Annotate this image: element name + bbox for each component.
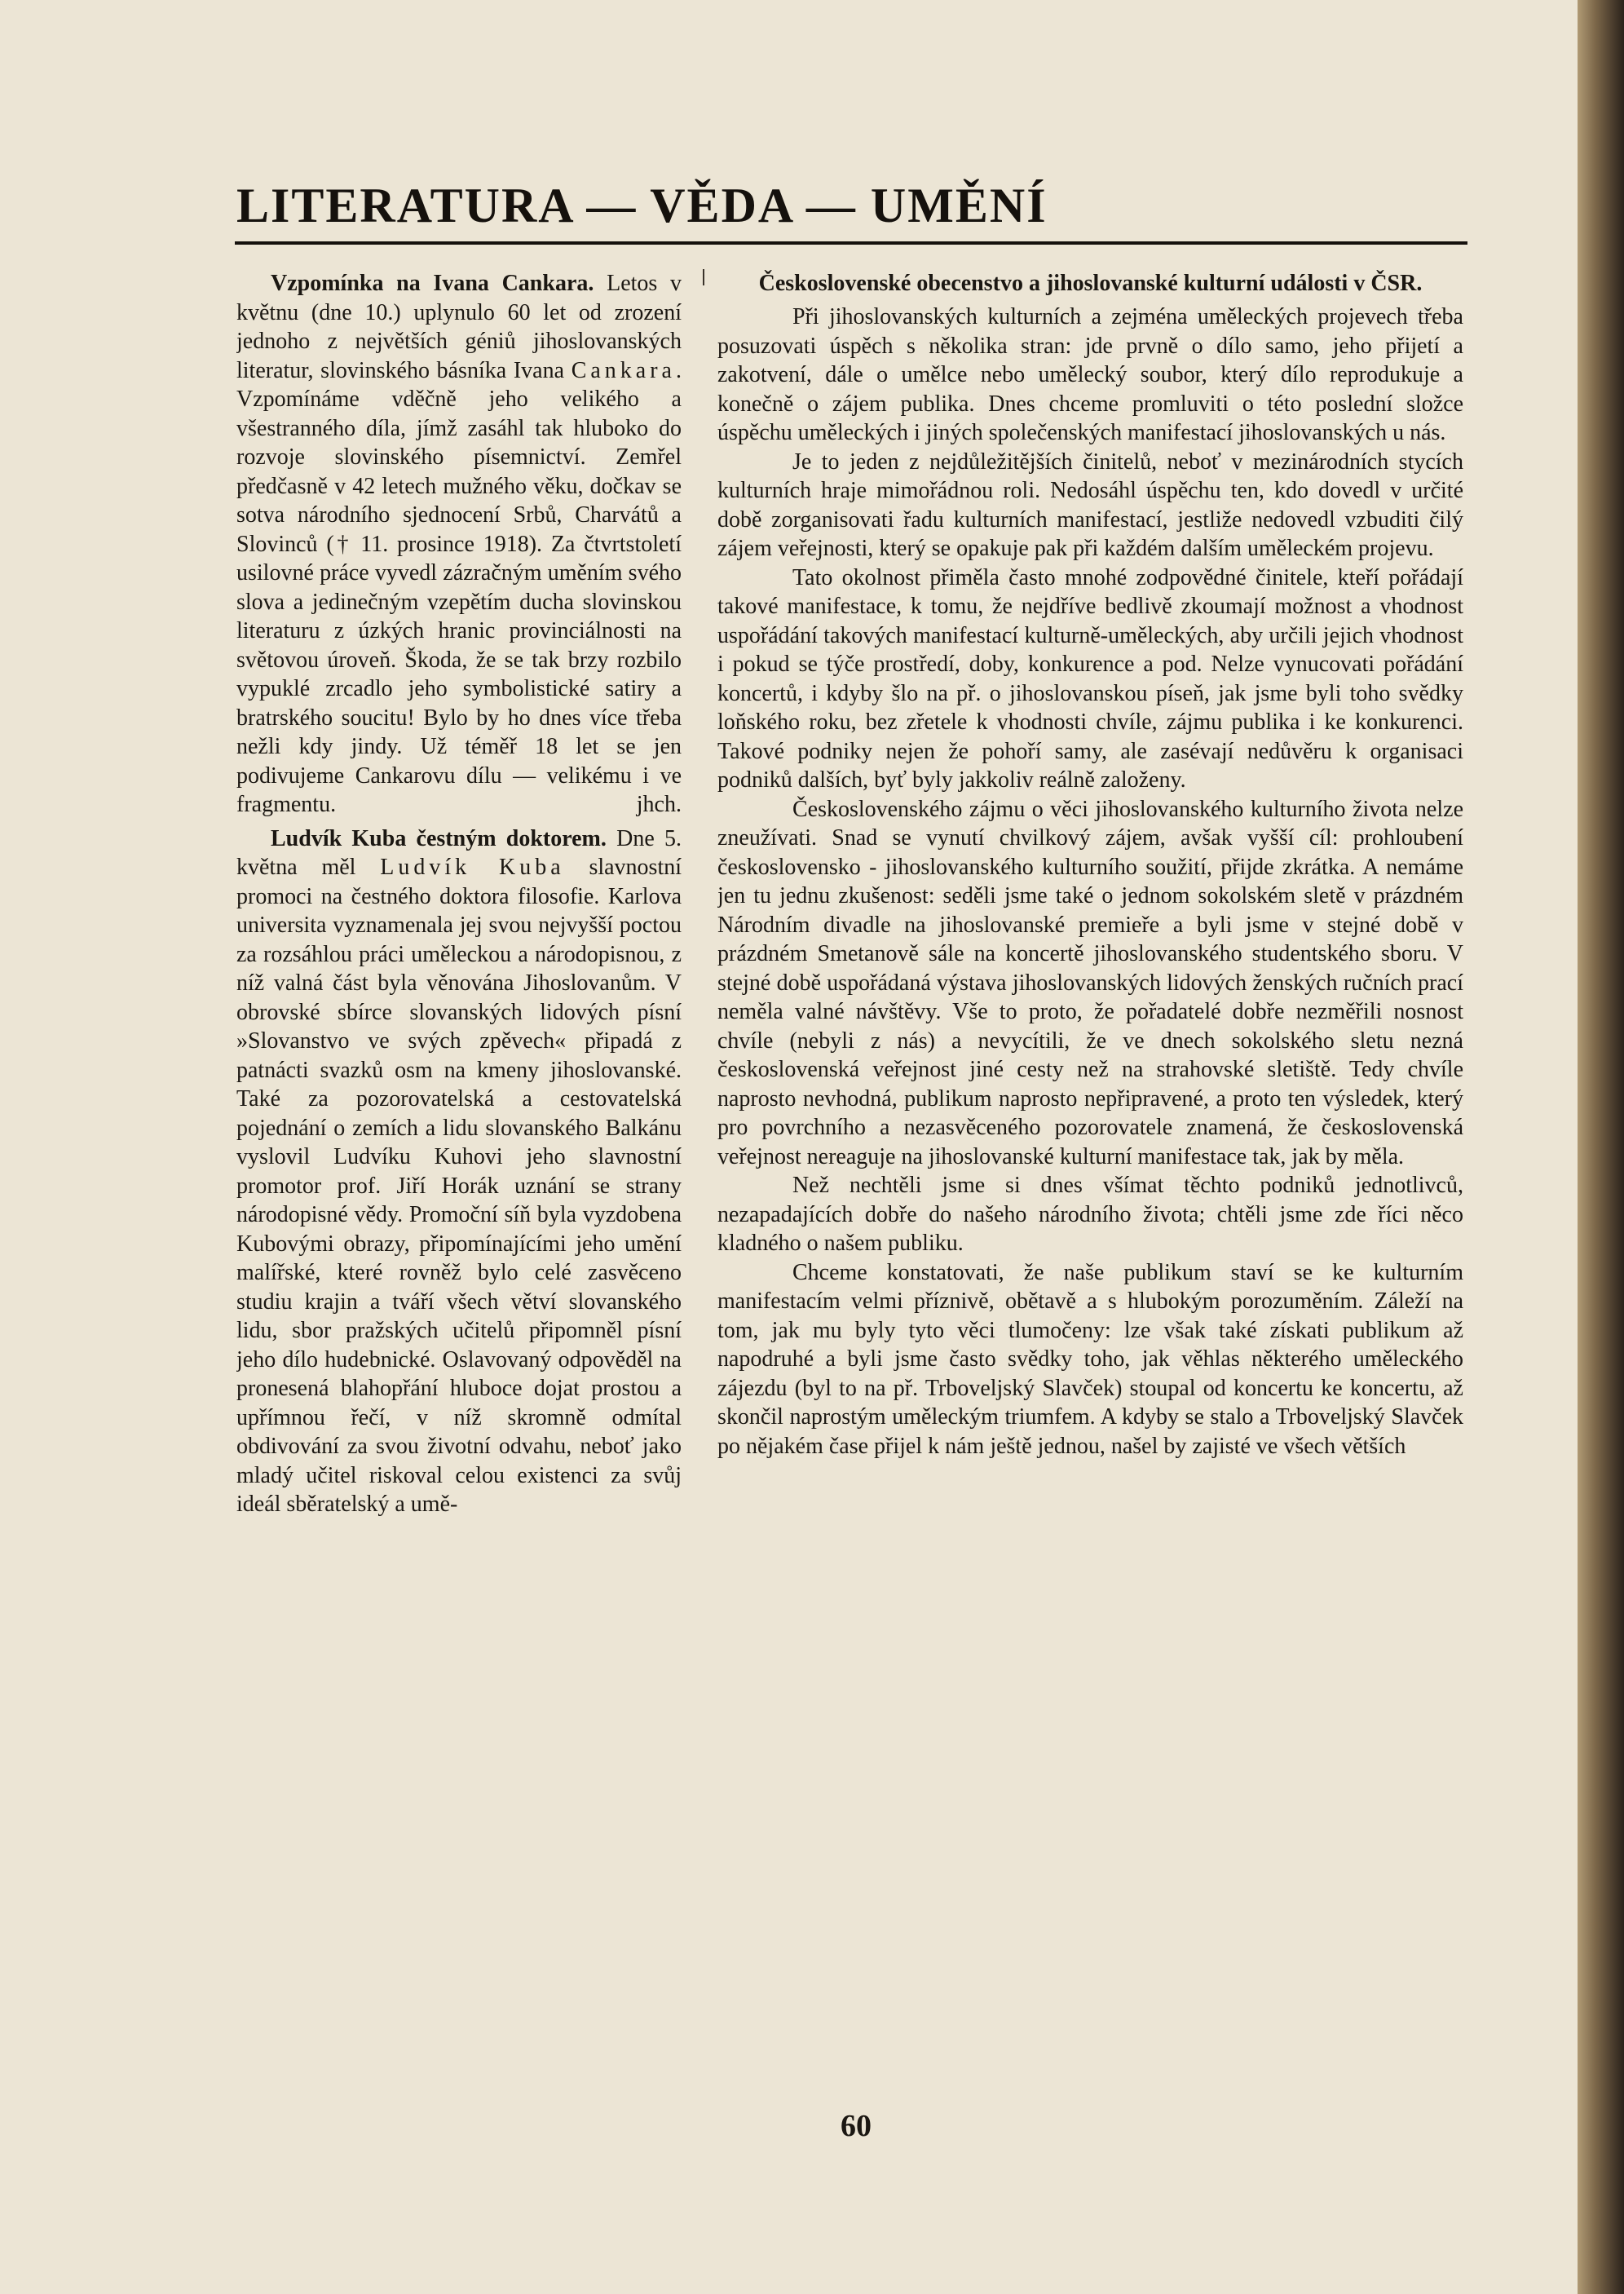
article-audience-paragraph: Československého zájmu o věci jihoslovanského kulturního života nelze zneužívati. Snad se vynutí chvilkový zájem, avšak vyšší cíl: prohloubení československo - jihoslovanského kulturního soužití, přijde zkrátka. A nemáme jen tu jednu zkušenost: seděli jsme také o jednom sokolském sletě v prázdném Národním divadle na jihoslovanské premieře a byli jsme v stejné době v prázdném Smetanově sále na koncertě jihoslovanského studentského sboru. V stejné době uspořádaná výstava jihoslovanských lidových ženských ručních prací neměla valné návštěvy. Vše to proto, že pořadatelé dobře nezměřili nosnost chvíle (nebyli z nás) a nevycítili, že ve dnech sokolského sletu nezná československá veřejnost jiné cesty než na strahovské sletiště. Tedy chvíle naprosto nevhodná, publikum naprosto nepřipravené, a proto ten výsledek, který pro povrchního a nezasvěceného pozorovatele znamená, že československá veřejnost nereaguje na jihoslovanské kulturní manifestace tak, jak by měla. xyxy=(717,796,1463,1169)
article-kuba-name: Ludvík Kuba xyxy=(380,855,565,880)
heading-rule xyxy=(235,241,1467,245)
article-cankar-name: Cankara xyxy=(571,357,676,383)
article-kuba xyxy=(236,824,682,1519)
article-audience-paragraph: Tato okolnost přiměla často mnohé zodpovědné činitele, kteří pořádají takové manifestace, k tomu, že nejdříve bedlivě zkoumají možnost a vhodnost uspořádání takových manifestací kulturně-uměleckých, aby určili jejich vhodnost i pokud se týče prostředí, doby, konkurence a pod. Nelze vynucovati pořádání koncertů, i kdyby šlo na př. o jihoslovanskou píseň, jak jsme byli toho svědky loňského roku, bez zřetele k vhodnosti chvíle, zájmu publika i ke konkurenci. Takové podniky nejen že pohoří samy, ale zasévají nedůvěru k organisaci podniků dalších, byť byly jakkoliv reálně založeny. xyxy=(717,564,1463,793)
article-cankar-title: Vzpomínka na Ivana Cankara. xyxy=(271,271,594,296)
article-cankar xyxy=(236,269,682,820)
left-column xyxy=(236,269,682,2067)
article-audience-paragraph: Je to jeden z nejdůležitějších činitelů, neboť v mezinárodních stycích kulturních hraje mimořádnou roli. Nedosáhl úspěchu ten, kdo dovedl v určité době zorganisovati řadu kulturních manifestací, jestliže nedovedl vzbuditi čilý zájem veřejnosti, který se opakuje pak při každém dalším uměleckém projevu. xyxy=(717,449,1463,561)
article-audience-paragraph: Než nechtěli jsme si dnes všímat těchto podniků jednotlivců, nezapadajících dobře do našeho národního života; chtěli jsme zde říci něco kladného o našem publiku. xyxy=(717,1173,1463,1256)
page-number: 60 xyxy=(841,2109,872,2143)
section-heading: LITERATURA — VĚDA — UMĚNÍ xyxy=(236,179,1048,232)
book-edge xyxy=(1578,0,1624,2294)
article-kuba-text-b: slavnostní promoci na čestného doktora filosofie. Karlova universita vyznamenala jej svou nejvyšší poctou za rozsáhlou práci uměleckou a národopisnou, z níž valná část byla věnována Jihoslovanům. V obrovské sbírce slovanských lidových písní »Slovanstvo ve svých zpěvech« připadá z patnácti svazků osm na kmeny jihoslovanské. Také za pozorovatelská a cestovatelská pojednání o zemích a lidu slovanského Balkánu vyslovil Ludvíku Kuhovi jeho slavnostní promotor prof. Jiří Horák uznání se strany národopisné vědy. Promoční síň byla vyzdobena Kubovými obrazy, připomínajícími jeho umění malířské, které rovněž bylo celé zasvěceno studiu krajin a tváří všech větví slovanského lidu, sbor pražských učitelů připomněl písní jeho dílo hudebnické. Oslavovaný odpověděl na pronesená blahopřání hluboce dojat prostou a upřímnou řečí, v níž skromně odmítal obdivování za svou životní odvahu, neboť jako mladý učitel riskoval celou existenci za svůj ideál sběratelský a umě- xyxy=(236,855,682,1517)
article-audience-paragraph: Při jihoslovanských kulturních a zejména uměleckých projevech třeba posuzovati úspěch s několika stran: jde prvně o dílo samo, jeho přijetí a zakotvení, dále o umělce nebo umělecký soubor, který dílo reprodukuje a konečně o zájem publika. Dnes chceme promluviti o této poslední složce úspěchu uměleckých i jiných společenských manifestací jihoslovanských u nás. xyxy=(717,304,1463,445)
article-audience-paragraph: Chceme konstatovati, že naše publikum staví se ke kulturním manifestacím velmi příznivě, obětavě a s hlubokým porozuměním. Záleží na tom, jak mu byly tyto věci tlumočeny: lze však také získati publikum až napodruhé a byli jsme často svědky toho, jak věhlas některého uměleckého zájezdu (byl to na př. Trboveljský Slavček) stoupal od koncertu ke koncertu, až skončil naprostým uměleckým triumfem. A kdyby se stalo a Trboveljský Slavček po nějakém čase přijel k nám ještě jednou, našel by zajisté ve všech větších xyxy=(717,1259,1463,1459)
right-column xyxy=(717,269,1463,2067)
column-divider xyxy=(703,269,704,285)
article-cankar-signature: jhch. xyxy=(636,792,682,817)
article-audience-title: Československé obecenstvo a jihoslovanské kulturní události v ČSR. xyxy=(758,271,1423,296)
article-kuba-title: Ludvík Kuba čestným doktorem. xyxy=(271,825,607,851)
article-kuba-text-a: Dne 5. května měl xyxy=(236,825,682,880)
article-cankar-text-b: . Vzpomínáme vděčně jeho velikého a všestranného díla, jímž zasáhl tak hluboko do rozvoje slovinského písemnictví. Zemřel předčasně v 42 letech mužného věku, dočkav se sotva národního sjednocení Srbů, Charvátů a Slovinců († 11. prosince 1918). Za čtvrtstoletí usilovné práce vyvedl zázračným uměním svého slova a jedinečným vzepětím ducha slovinskou literaturu z úzkých hranic provinciálnosti na světovou úroveň. Škoda, že se tak brzy rozbilo vypuklé zrcadlo jeho symbolistické satiry a bratrského soucitu! Bylo by ho dnes více třeba nežli kdy jindy. Už téměř 18 let se jen podivujeme Cankarovu dílu — velikému i ve fragmentu. xyxy=(236,357,682,817)
article-cankar-text-a: Letos v květnu (dne 10.) uplynulo 60 let od zrození jednoho z největších géniů jihoslovanských literatur, slovinského básníka Ivana xyxy=(236,271,682,383)
